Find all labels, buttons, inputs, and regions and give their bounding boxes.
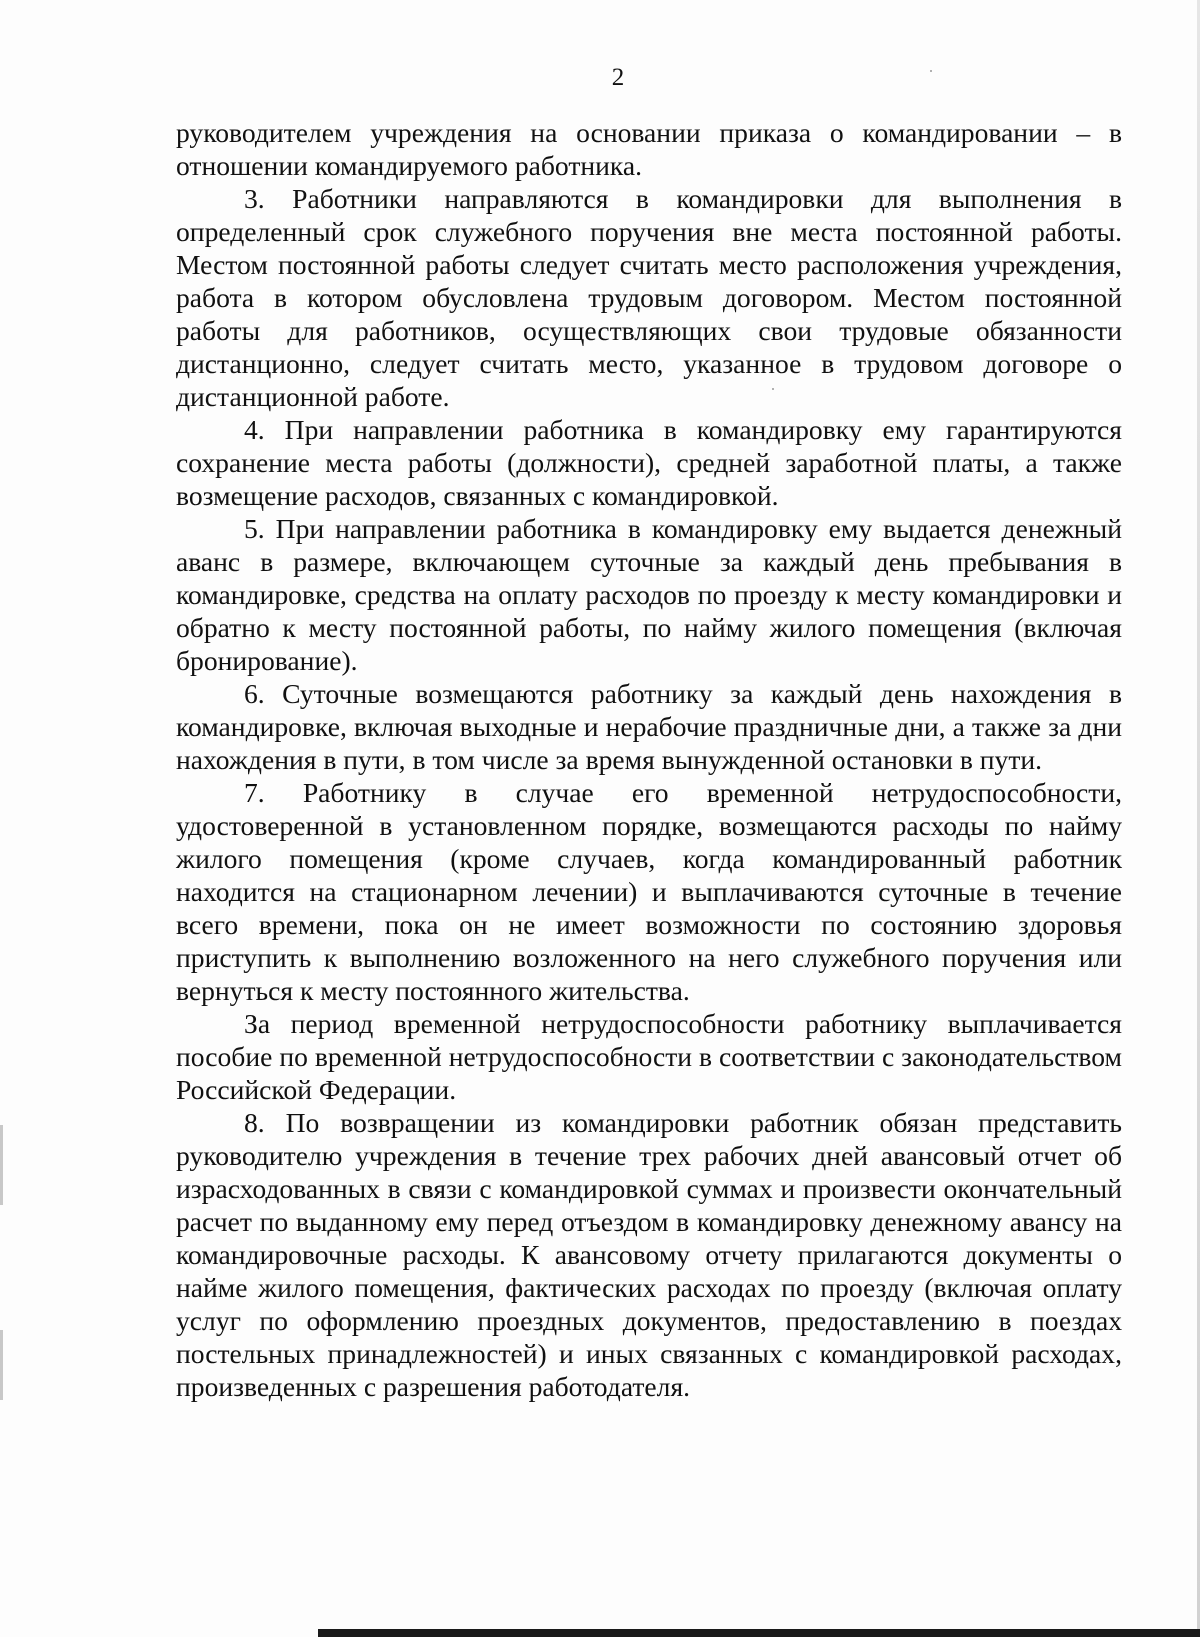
paragraph-item-6: 6. Суточные возмещаются работнику за каждый день нахождения в командировке, включая выходные и нерабочие праздничные дни, а также за дни нахождения в пути, в том числе за время вынужденной остановки в пути.	[176, 678, 1122, 775]
paragraph-item-7-sickness-benefit: За период временной нетрудоспособности работнику выплачивается пособие по временной нетрудоспособности в соответствии с законодательством Российской Федерации.	[176, 1008, 1122, 1105]
document-body	[176, 116, 1122, 1403]
paragraph-item-3: 3. Работники направляются в командировки для выполнения в определенный срок служебного поручения вне места постоянной работы. Местом постоянной работы следует считать место расположения учреждения, работа в котором обусловлена трудовым договором. Местом постоянной работы для работников, осуществляющих свои трудовые обязанности дистанционно, следует считать место, указанное в трудовом договоре о дистанционной работе.	[176, 183, 1122, 412]
paragraph-item-4: 4. При направлении работника в командировку ему гарантируются сохранение места работы (должности), средней заработной платы, а также возмещение расходов, связанных с командировкой.	[176, 414, 1122, 511]
page-number: 2	[611, 64, 625, 91]
scan-left-mark	[0, 1125, 3, 1205]
paragraph-item-8: 8. По возвращении из командировки работник обязан представить руководителю учреждения в течение трех рабочих дней авансовый отчет об израсходованных в связи с командировкой суммах и произвести окончательный расчет по выданному ему перед отъездом в командировку денежному авансу на командировочные расходы. К авансовому отчету прилагаются документы о найме жилого помещения, фактических расходах по проезду (включая оплату услуг по оформлению проездных документов, предоставлению в поездах постельных принадлежностей) и иных связанных с командировкой расходах, произведенных с разрешения работодателя.	[176, 1107, 1122, 1402]
scan-bottom-edge	[318, 1629, 1200, 1637]
paragraph-item-7: 7. Работнику в случае его временной нетрудоспособности, удостоверенной в установленном порядке, возмещаются расходы по найму жилого помещения (кроме случаев, когда командированный работник находится на стационарном лечении) и выплачиваются суточные в течение всего времени, пока он не имеет возможности по состоянию здоровья приступить к выполнению возложенного на него служебного поручения или вернуться к месту постоянного жительства.	[176, 777, 1122, 1006]
paragraph-item-5: 5. При направлении работника в командировку ему выдается денежный аванс в размере, включающем суточные за каждый день пребывания в командировке, средства на оплату расходов по проезду к месту командировки и обратно к месту постоянной работы, по найму жилого помещения (включая бронирование).	[176, 513, 1122, 676]
scan-speck	[930, 70, 932, 72]
scan-speck	[772, 388, 774, 390]
scan-left-mark	[0, 1330, 3, 1400]
paragraph-continuation: руководителем учреждения на основании приказа о командировании – в отношении командируемого работника.	[176, 117, 1122, 181]
